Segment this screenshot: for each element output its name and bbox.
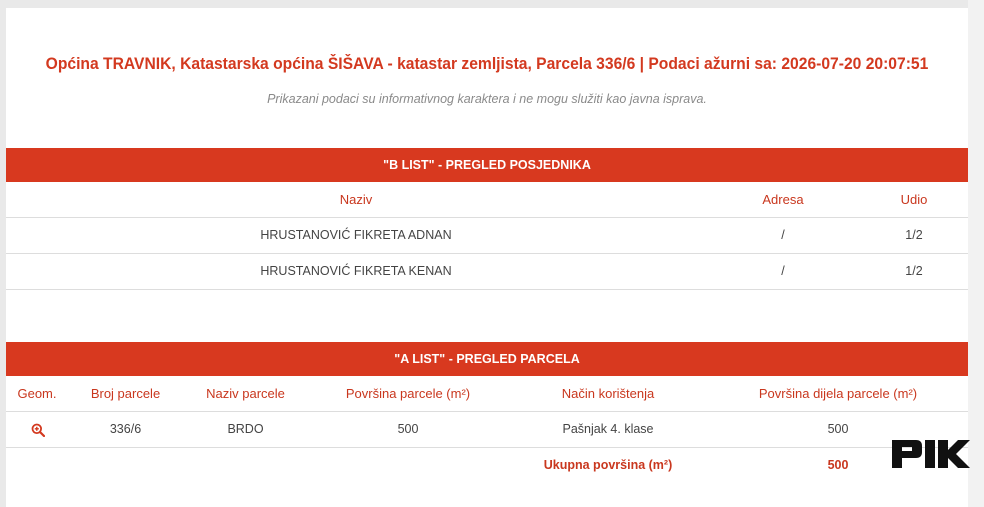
parcel-report-panel <box>6 8 968 507</box>
col-povrsina-header: Površina parcele (m²) <box>345 386 471 401</box>
page-scroll-margin <box>968 0 984 507</box>
parcel-name: BRDO <box>227 422 264 436</box>
owner-address: / <box>781 264 785 278</box>
col-nacin-header: Način korištenja <box>561 386 655 401</box>
table-row <box>6 218 968 254</box>
page-title: Općina TRAVNIK, Katastarska općina ŠIŠAVA - katastar zemljista, Parcela 336/6 | Podaci ažurni sa: 2026-07-20 20:07:51 <box>45 54 929 73</box>
table-row <box>6 254 968 290</box>
col-udio-header: Udio <box>900 192 928 207</box>
table-row <box>6 412 968 448</box>
disclaimer-text: Prikazani podaci su informativnog karaktera i ne mogu služiti kao javna isprava. <box>267 92 707 106</box>
b-list-header-row <box>6 182 968 218</box>
col-geom-header: Geom. <box>17 386 57 401</box>
a-list-title: "A LIST" - PREGLED PARCELA <box>6 342 968 376</box>
col-naziv-header: Naziv <box>339 192 373 207</box>
parcel-number: 336/6 <box>109 422 142 436</box>
b-list-title: "B LIST" - PREGLED POSJEDNIKA <box>6 148 968 182</box>
parcel-area: 500 <box>397 422 419 436</box>
land-use: Pašnjak 4. klase <box>562 422 654 436</box>
geom-cell[interactable] <box>6 412 68 447</box>
total-area-label: Ukupna površina (m²) <box>543 458 673 472</box>
owner-name: HRUSTANOVIĆ FIKRETA ADNAN <box>260 228 452 242</box>
owner-address: / <box>781 228 785 242</box>
col-dio-header: Površina dijela parcele (m²) <box>758 386 918 401</box>
col-broj-header: Broj parcele <box>90 386 161 401</box>
total-row <box>6 448 968 483</box>
total-area-value: 500 <box>827 458 849 472</box>
col-naziv-parcele-header: Naziv parcele <box>206 386 285 401</box>
owner-share: 1/2 <box>905 264 923 278</box>
parcel-part-area: 500 <box>827 422 849 436</box>
col-adresa-header: Adresa <box>762 192 804 207</box>
pik-logo-icon <box>890 438 972 470</box>
a-list-header-row <box>6 376 968 412</box>
owner-share: 1/2 <box>905 228 923 242</box>
owner-name: HRUSTANOVIĆ FIKRETA KENAN <box>260 264 452 278</box>
zoom-in-icon[interactable] <box>6 412 68 447</box>
